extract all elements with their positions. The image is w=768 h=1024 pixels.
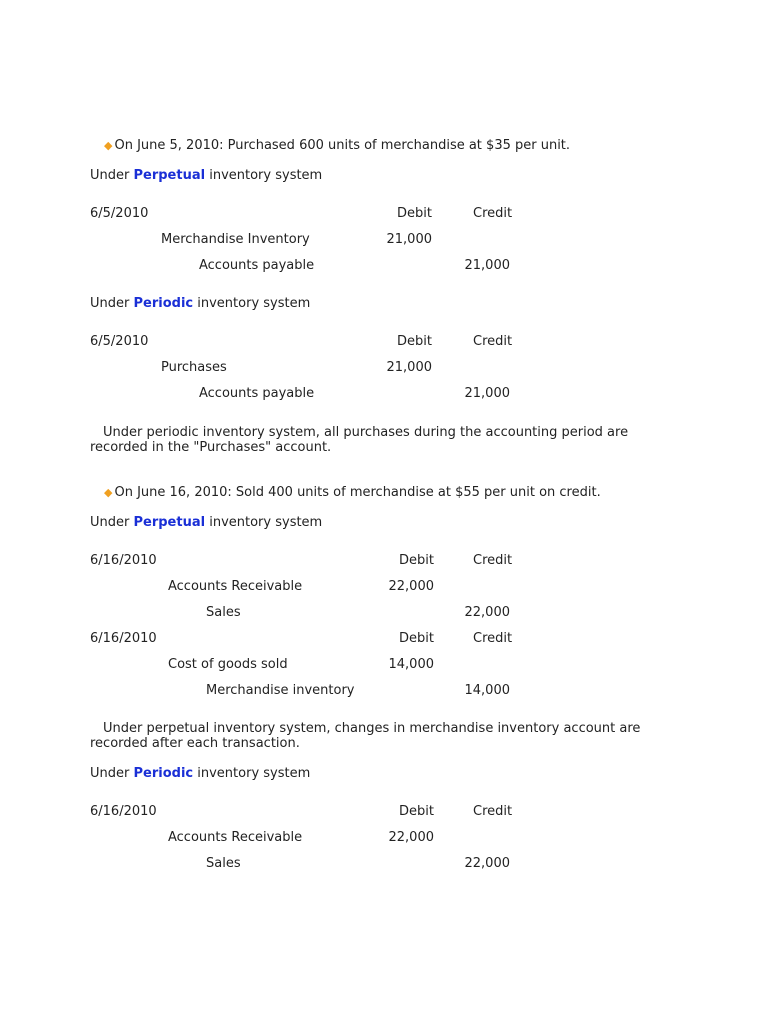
credit-header: Credit [473,631,513,646]
debit-amount: 14,000 [388,657,434,672]
credit-header: Credit [473,206,513,221]
credit-amount: 21,000 [464,386,510,401]
debit-account: Accounts Receivable [168,579,303,594]
diamond-bullet-icon: ◆ [104,486,113,499]
debit-account: Accounts Receivable [168,830,303,845]
debit-account: Merchandise Inventory [161,232,310,247]
credit-amount: 14,000 [464,683,510,698]
debit-header: Debit [399,631,434,646]
explanation-paragraph: Under periodic inventory system, all purchases during the accounting period are recorded in the "Purchases" account. [90,425,629,455]
entry-date: 6/16/2010 [90,631,157,646]
system-heading-perpetual: Under Perpetual inventory system [90,168,323,183]
debit-header: Debit [399,804,434,819]
debit-account: Cost of goods sold [168,657,288,672]
perpetual-keyword: Perpetual [133,168,206,183]
transaction-text: On June 5, 2010: Purchased 600 units of merchandise at $35 per unit. [114,138,571,153]
credit-header: Credit [473,804,513,819]
entry-date: 6/5/2010 [90,334,149,349]
credit-amount: 22,000 [464,605,510,620]
credit-amount: 22,000 [464,856,510,871]
debit-amount: 21,000 [386,360,432,375]
debit-amount: 21,000 [386,232,432,247]
periodic-keyword: Periodic [133,296,194,311]
transaction-bullet-1 [104,138,570,154]
debit-amount: 22,000 [388,830,434,845]
credit-header: Credit [473,334,513,349]
periodic-keyword: Periodic [133,766,194,781]
entry-date: 6/16/2010 [90,553,157,568]
debit-amount: 22,000 [388,579,434,594]
explanation-paragraph: Under perpetual inventory system, changes in merchandise inventory account are recorded after each transaction. [90,721,641,751]
system-heading-perpetual: Under Perpetual inventory system [90,515,323,530]
debit-account: Purchases [161,360,227,375]
diamond-bullet-icon: ◆ [104,139,113,152]
debit-header: Debit [399,553,434,568]
credit-amount: 21,000 [464,258,510,273]
credit-account: Sales [206,605,241,620]
credit-account: Accounts payable [199,386,315,401]
debit-header: Debit [397,206,432,221]
system-heading-periodic: Under Periodic inventory system [90,296,311,311]
credit-account: Accounts payable [199,258,315,273]
perpetual-keyword: Perpetual [133,515,206,530]
transaction-bullet-2 [104,485,601,501]
credit-account: Sales [206,856,241,871]
entry-date: 6/16/2010 [90,804,157,819]
debit-header: Debit [397,334,432,349]
credit-header: Credit [473,553,513,568]
transaction-text: On June 16, 2010: Sold 400 units of merchandise at $55 per unit on credit. [114,485,601,500]
system-heading-periodic: Under Periodic inventory system [90,766,311,781]
credit-account: Merchandise inventory [206,683,355,698]
entry-date: 6/5/2010 [90,206,149,221]
